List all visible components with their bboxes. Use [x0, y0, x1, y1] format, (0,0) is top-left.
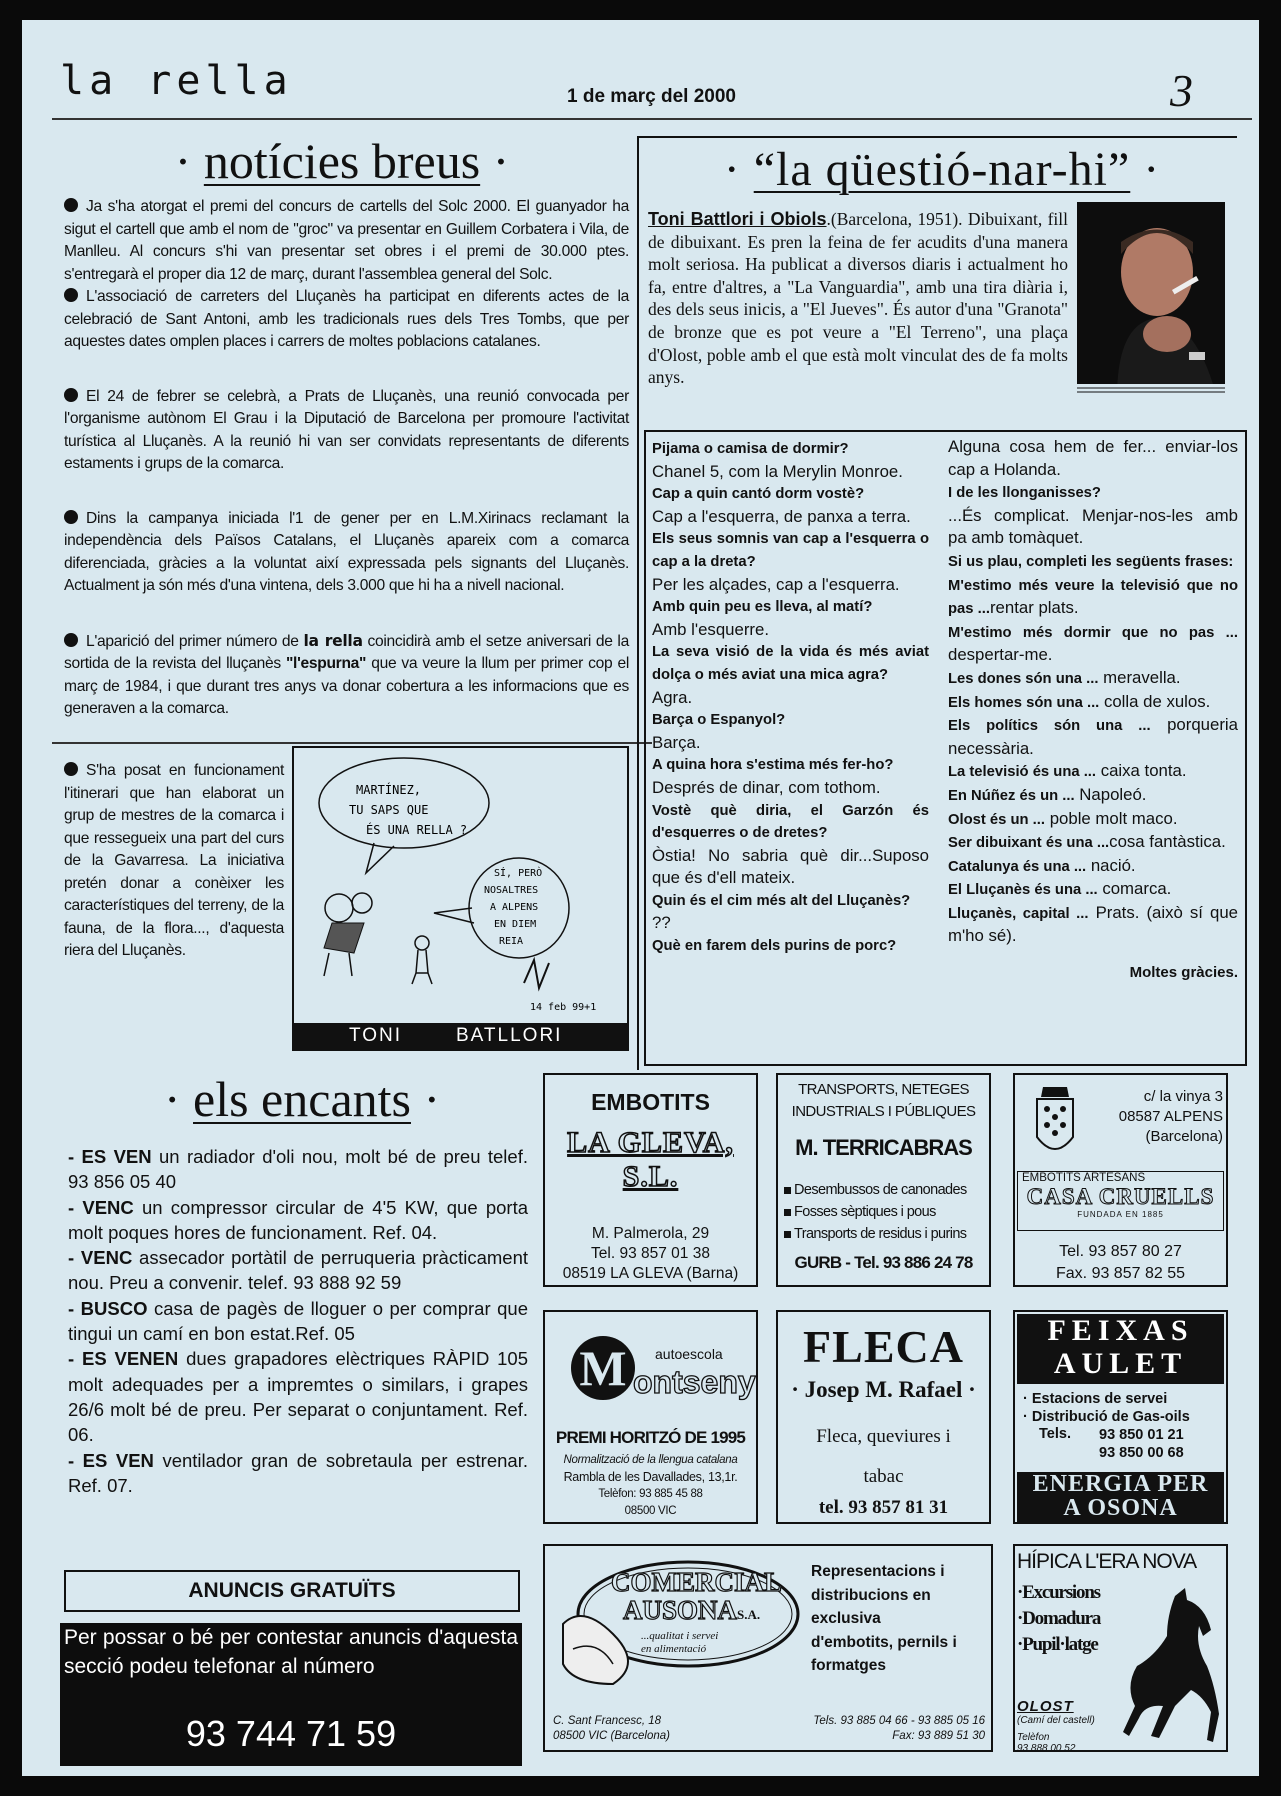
qa-answer: Prats. (això sí que m'ho sé).	[948, 902, 1239, 946]
qa-question: Les dones són una ...	[948, 670, 1099, 687]
qa-question: Catalunya és una ...	[948, 858, 1087, 875]
qa-question: A quina hora s'estima més fer-ho?	[652, 757, 894, 774]
horse-icon	[1115, 1586, 1227, 1746]
qa-answer: Cap a l'esquerra, de panxa a terra.	[652, 506, 911, 526]
feixas-slogan: ENERGIA PER A OSONA	[1017, 1472, 1224, 1522]
classified-keyword: - BUSCO	[68, 1297, 148, 1319]
qa-answer: Amb l'esquerre.	[652, 619, 769, 639]
masthead-title: la rella	[60, 58, 293, 104]
qa-question: M'estimo més veure la televisió que no pas ...	[948, 577, 1238, 618]
qa-answer: Òstia! No sabria què dir...Suposo que és d'ell mateix.	[652, 845, 929, 888]
qa-question: M'estimo més dormir que no pas ...	[948, 624, 1238, 641]
classified-keyword: - ES VEN	[68, 1449, 154, 1471]
news-item-gavarresa: S'ha posat en funcionament l'itinerari que han elaborat un grup de mestres de la comarca i que ressegueix una part del curs de la Gavarresa. La iniciativa pretén donar a conèixer les característiques del terreny, de la fauna, de la flora..., d'aquesta riera del Lluçanès.	[64, 762, 284, 959]
classified-text: un compressor circular de 4'5 KW, que porta molt poques hores de funcionament. Ref. 04.	[68, 1196, 528, 1243]
qa-question: Els homes són una ...	[948, 694, 1100, 711]
cartoon-drawing	[294, 748, 627, 1023]
qa-question: Els polítics són una ...	[948, 718, 1151, 735]
qa-question: Pijama o camisa de dormir?	[652, 441, 849, 457]
questionnaire-box	[644, 430, 1247, 1066]
qa-answer: comarca.	[1097, 879, 1172, 899]
noticies-rule	[52, 742, 652, 744]
bullet-icon	[64, 288, 78, 302]
qa-question: El Lluçanès és una ...	[948, 882, 1098, 899]
advert-comercial-ausona: COMERCIAL AUSONAS.A. ...qualitat i servei en alimentació Representacions i distribucions en exclusiva d'embotits, pernils i formatges C. Sant Francesc, 18 08500 VIC (Barcelona) Tels. 93 885 04 66 - 93 885 05 16 Fax: 93 889 51 30	[543, 1544, 993, 1752]
caption-left: TONI	[349, 1025, 403, 1046]
masthead-rule	[52, 118, 1252, 120]
qa-question: I de les llonganisses?	[948, 485, 1101, 502]
qa-item	[948, 760, 1238, 784]
advert-la-gleva: EMBOTITS LA GLEVA, S.L. M. Palmerola, 29 Tel. 93 857 01 38 08519 LA GLEVA (Barna)	[543, 1073, 758, 1287]
bio-text: Toni Battlori i Obiols.(Barcelona, 1951). Dibuixant, fill de dibuixant. Es pren la feina de fer acudits d'una manera molt seriosa. Ha publicat a diversos diaris i actualment ho fa, entre d'altres, a "La Vanguardia", amb una tira diària i, des dels seus inicis, a "El Jueves". És autor d'una "Granota" de bronze que es pot veure a "El Terreno", una plaça d'Olost, poble amb el que està molt vinculat des de fa molts anys.	[648, 209, 1068, 388]
anuncis-gratuits-title: ANUNCIS GRATUÏTS	[64, 1570, 520, 1612]
news-item: L'aparició del primer número de la rella coincidirà amb el setze aniversari de la sortida de la revista del lluçanès "l'espurna" que va veure la llum per primer cop el març de 1984, i que durant tres anys va donar cobertura a les informacions que es generaven a la comarca.	[64, 631, 629, 717]
terricabras-name: M. TERRICABRAS	[795, 1135, 972, 1160]
qa-item	[948, 784, 1238, 808]
bullet-icon	[784, 1231, 791, 1238]
qa-answer: Alguna cosa hem de fer... enviar-los cap a Holanda.	[948, 437, 1238, 479]
qa-answer: Per les alçades, cap a l'esquerra.	[652, 574, 900, 594]
classified-text: dues grapadores elèctriques RÀPID 105 molt adequades per a impremtes o similars, i grapes 26/6 molt bé de preu. Per separat o conjuntament. Ref. 06.	[68, 1348, 529, 1446]
qa-item	[948, 550, 1238, 574]
gratuits-text: Per possar o bé per contestar anuncis d'aquesta secció podeu telefonar al número	[64, 1626, 518, 1678]
news-item: L'associació de carreters del Lluçanès ha participat en diferents actes de la celebració de Sant Antoni, amb les tradicionals rues dels Tres Tombs, que per aquestes dates omplen places i carrers de moltes poblacions catalanes.	[64, 288, 629, 350]
qa-item	[948, 878, 1238, 902]
questio-top-rule	[637, 136, 1237, 138]
bullet-icon	[784, 1209, 791, 1216]
section-title-encants: · els encants ·	[163, 1071, 441, 1127]
qa-answer: colla de xulos.	[1099, 691, 1211, 711]
bullet-icon	[64, 633, 78, 647]
classified-keyword: - VENC	[68, 1196, 134, 1218]
questionnaire-col-2	[948, 436, 1238, 985]
section-title-noticies: · notícies breus ·	[174, 133, 510, 189]
anuncis-gratuits-box	[60, 1623, 522, 1766]
classifieds-list	[68, 1144, 528, 1498]
qa-question: La televisió és una ...	[948, 764, 1097, 781]
masthead-date: 1 de març del 2000	[567, 86, 736, 107]
classified-ad	[68, 1296, 528, 1347]
qa-answer: meravella.	[1098, 667, 1181, 687]
bullet-icon	[64, 198, 78, 212]
qa-question: Els seus somnis van cap a l'esquerra o cap a la dreta?	[652, 531, 929, 570]
bio-name: Toni Battlori i Obiols	[648, 209, 827, 229]
advert-montseny: M autoescola ontseny PREMI HORITZÓ DE 1995 Normalització de la llengua catalana Rambla de les Davallades, 13,1r. Telèfon: 93 885 45 88 08500 VIC	[543, 1310, 758, 1524]
qa-item	[948, 902, 1238, 948]
classified-text: assecador portàtil de perruqueria pràcticament nou. Preu a convenir. telef. 93 888 92 59	[68, 1247, 528, 1294]
cartoon-signature: 14 feb 99+1	[530, 1002, 597, 1013]
bullet-icon	[64, 388, 78, 402]
gratuits-phone: 93 744 71 59	[185, 1713, 397, 1754]
classified-text: un radiador d'oli nou, molt bé de preu telef. 93 856 05 40	[68, 1146, 528, 1193]
thanks-text: Moltes gràcies.	[1129, 964, 1238, 982]
qa-answer: nació.	[1086, 855, 1136, 875]
qa-answer: despertar-me.	[948, 645, 1053, 665]
classified-ad	[68, 1144, 528, 1195]
qa-question: Cap a quin cantó dorm vostè?	[652, 486, 865, 503]
coat-of-arms-icon	[1029, 1081, 1081, 1167]
qa-answer: Napoleó.	[1074, 784, 1147, 804]
questio-title-text: “la qüestió-nar-hi”	[753, 143, 1131, 196]
cartoon-caption	[294, 1023, 627, 1049]
bullet-icon	[64, 510, 78, 524]
qa-answer: Barça.	[652, 732, 701, 752]
page-number: 3	[1170, 65, 1193, 116]
bubble2-line: REIA	[499, 936, 524, 947]
qa-item	[948, 574, 1238, 621]
qa-answer: poble molt maco.	[1045, 808, 1178, 828]
classified-text: casa de pagès de lloguer o per comprar que tingui un camí en bon estat.Ref. 05	[68, 1297, 528, 1345]
qa-answer: ??	[652, 913, 671, 933]
news-item: El 24 de febrer se celebrà, a Prats de Lluçanès, una reunió convocada per l'organisme autònom El Grau i la Diputació de Barcelona per promoure l'activitat turística al Lluçanès. A la reunió hi van ser convidats representants de diferents estaments i grups de la comarca.	[64, 387, 629, 472]
advert-casa-cruells: c/ la vinya 3 08587 ALPENS (Barcelona) EMBOTITS ARTESANS CASA CRUELLS FUNDADA EN 1885 Tel. 93 857 80 27 Fax. 93 857 82 55	[1013, 1073, 1228, 1287]
qa-question: Amb quin peu es lleva, al matí?	[652, 599, 873, 616]
qa-question: Quin és el cim més alt del Lluçanès?	[652, 892, 911, 909]
classified-ad	[68, 1195, 528, 1246]
noticies-title-text: notícies breus	[203, 133, 481, 189]
classified-keyword: - ES VEN	[68, 1146, 152, 1167]
fleca-name: FLECA	[803, 1321, 964, 1372]
classified-ad	[68, 1346, 528, 1447]
qa-question: Olost és un ...	[948, 811, 1046, 828]
qa-answer: Agra.	[652, 687, 693, 707]
qa-answer: ...És complicat. Menjar-nos-les amb pa amb tomàquet.	[948, 505, 1238, 548]
bubble2-line: A ALPENS	[490, 902, 539, 913]
qa-question: Lluçanès, capital ...	[948, 905, 1089, 922]
classified-keyword: - ES VENEN	[68, 1348, 179, 1370]
bubble1-line: ÉS UNA RELLA ?	[366, 823, 468, 837]
qa-item	[948, 831, 1238, 855]
gleva-logo: LA GLEVA, S.L.	[567, 1126, 734, 1193]
section-title-questio: · “la qüestió-nar-hi” ·	[723, 143, 1161, 196]
portrait-icon	[1077, 202, 1225, 398]
montseny-logo-icon: M	[571, 1336, 635, 1400]
montseny-name: ontseny	[633, 1364, 756, 1400]
column-divider	[637, 136, 639, 1070]
qa-question: Vostè què diria, el Garzón és d'esquerres o de dretes?	[652, 802, 929, 842]
portrait-photo	[1077, 202, 1225, 398]
bullet-icon	[784, 1187, 791, 1194]
qa-answer: caixa tonta.	[1096, 761, 1187, 781]
bubble2-line: SÍ, PERÒ	[494, 868, 543, 879]
caption-right: BATLLORI	[456, 1025, 563, 1046]
qa-question: Ser dibuixant és una ...	[948, 835, 1110, 852]
qa-answer: Chanel 5, com la Merylin Monroe.	[652, 461, 903, 481]
news-item: Dins la campanya iniciada l'1 de gener per en L.M.Xirinacs reclamant la independència dels Països Catalans, el Lluçanès apareix com a comarca diferenciada, gràcies a la voluntat així expressada pels signants del Lluçanès. Actualment ja són més d'una vintena, dels 3.000 que hi ha a nivell nacional.	[64, 509, 629, 594]
encants-title-text: els encants	[193, 1071, 411, 1127]
qa-answer: porqueria necessària.	[948, 715, 1238, 758]
qa-answer: rentar plats.	[989, 598, 1079, 618]
news-item: Ja s'ha atorgat el premi del concurs de cartells del Solc 2000. El guanyador ha sigut el cartell que amb el nom de "groc" va presentar en Guillem Corbatera i Vila, de Manlleu. Al concurs s'hi van presentar set obres i el premi de 30.000 ptes. s'entregarà el proper dia 12 de març, durant l'assemblea general del Solc.	[64, 198, 629, 283]
feixas-logo: FEIXAS AULET	[1017, 1314, 1224, 1384]
qa-question: Què en farem dels purins de porc?	[652, 938, 897, 955]
advert-terricabras: TRANSPORTS, NETEGES INDUSTRIALS I PÚBLIQUES M. TERRICABRAS Desembussos de canonades Fosses sèptiques i pous Transports de residus i purins GURB - Tel. 93 886 24 78	[776, 1073, 991, 1287]
qa-question: En Núñez és un ...	[948, 787, 1075, 804]
classified-text: ventilador gran de sobretaula per estrenar. Ref. 07.	[68, 1449, 528, 1496]
bubble2-line: EN DIEM	[494, 919, 537, 930]
qa-item	[948, 667, 1238, 691]
qa-item	[948, 714, 1238, 760]
bubble1-line: TU SAPS QUE	[349, 803, 429, 817]
bullet-icon	[64, 762, 78, 776]
advert-fleca: FLECA · Josep M. Rafael · Fleca, queviures i tabac tel. 93 857 81 31	[776, 1310, 991, 1524]
classified-keyword: - VENC	[68, 1247, 133, 1269]
classified-ad	[68, 1448, 528, 1499]
qa-item	[948, 808, 1238, 832]
qa-item	[948, 621, 1238, 667]
qa-question: Barça o Espanyol?	[652, 712, 786, 729]
cartoon-panel	[292, 746, 629, 1051]
qa-item	[948, 691, 1238, 715]
cruells-label: EMBOTITS ARTESANS CASA CRUELLS FUNDADA EN 1885	[1017, 1171, 1224, 1231]
advert-hipica-era-nova: HÍPICA L'ERA NOVA ·Excursions ·Domadura ·Pupil·latge OLOST (Camí del castell) Telèfon 93 888 00 52	[1013, 1544, 1228, 1752]
qa-item	[948, 855, 1238, 879]
advert-feixas-aulet: FEIXAS AULET · Estacions de servei · Distribució de Gas-oils Tels. 93 850 01 21 93 850 00 68 ENERGIA PER A OSONA	[1013, 1310, 1228, 1524]
classified-ad	[68, 1245, 528, 1296]
qa-question: La seva visió de la vida és més aviat dolça o més aviat una mica agra?	[652, 644, 929, 683]
noticies-list	[64, 196, 629, 745]
bubble1-line: MARTÍNEZ,	[356, 783, 422, 797]
qa-item	[948, 481, 1238, 550]
qa-answer: cosa fantàstica.	[1109, 832, 1226, 852]
qa-question: Si us plau, completi les següents frases:	[948, 553, 1234, 570]
qa-answer: Després de dinar, com tothom.	[652, 777, 881, 797]
questionnaire-col-1	[652, 438, 929, 958]
bubble2-line: NOSALTRES	[484, 885, 539, 896]
newspaper-page	[22, 20, 1259, 1776]
